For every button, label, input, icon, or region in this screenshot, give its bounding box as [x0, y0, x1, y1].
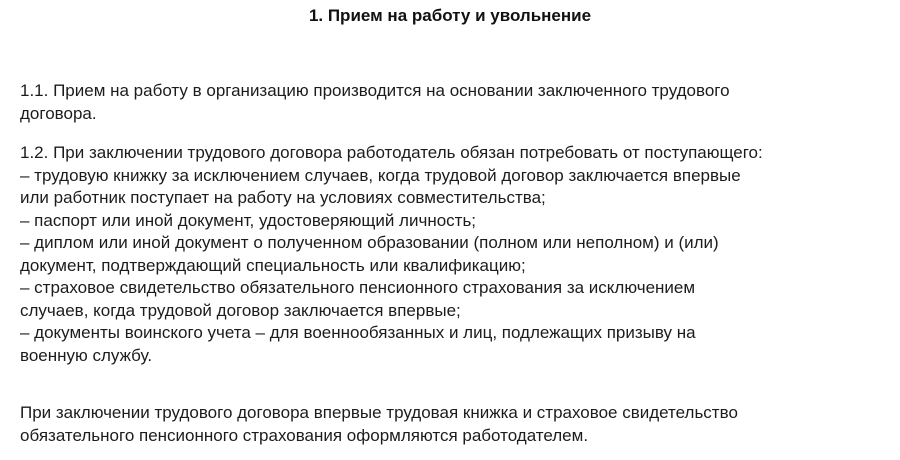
paragraph-line: обязательного пенсионного страхования оформляются работодателем.: [20, 425, 589, 445]
paragraph-1-2: [20, 142, 895, 367]
paragraph-line: 1.1. Прием на работу в организацию производится на основании заключенного трудового: [20, 81, 730, 100]
paragraph-line: 1.2. При заключении трудового договора работодатель обязан потребовать от поступающего:: [20, 143, 763, 162]
paragraph-line: При заключении трудового договора впервые трудовая книжка и страховое свидетельство: [20, 403, 738, 422]
paragraph-line: договора.: [20, 103, 97, 123]
list-item-line: – документы воинского учета – для военнообязанных и лиц, подлежащих призыву на: [20, 323, 696, 342]
list-item-line: – трудовую книжку за исключением случаев, когда трудовой договор заключается впервые: [20, 165, 741, 185]
list-item-line: или работник поступает на работу на условиях совместительства;: [20, 188, 546, 207]
list-item-line: – диплом или иной документ о полученном образовании (полном или неполном) и (или): [20, 233, 719, 252]
list-item-line: – страховое свидетельство обязательного пенсионного страхования за исключением: [20, 278, 696, 297]
list-item-line: военную службу.: [20, 345, 153, 365]
list-item-line: – паспорт или иной документ, удостоверяющий личность;: [20, 210, 477, 230]
section-heading: 1. Прием на работу и увольнение: [308, 6, 592, 25]
paragraph-final: [20, 402, 895, 447]
list-item-line: документ, подтверждающий специальность или квалификацию;: [20, 255, 526, 275]
list-item-line: случаев, когда трудовой договор заключается впервые;: [20, 300, 461, 320]
paragraph-1-1: [20, 80, 895, 125]
